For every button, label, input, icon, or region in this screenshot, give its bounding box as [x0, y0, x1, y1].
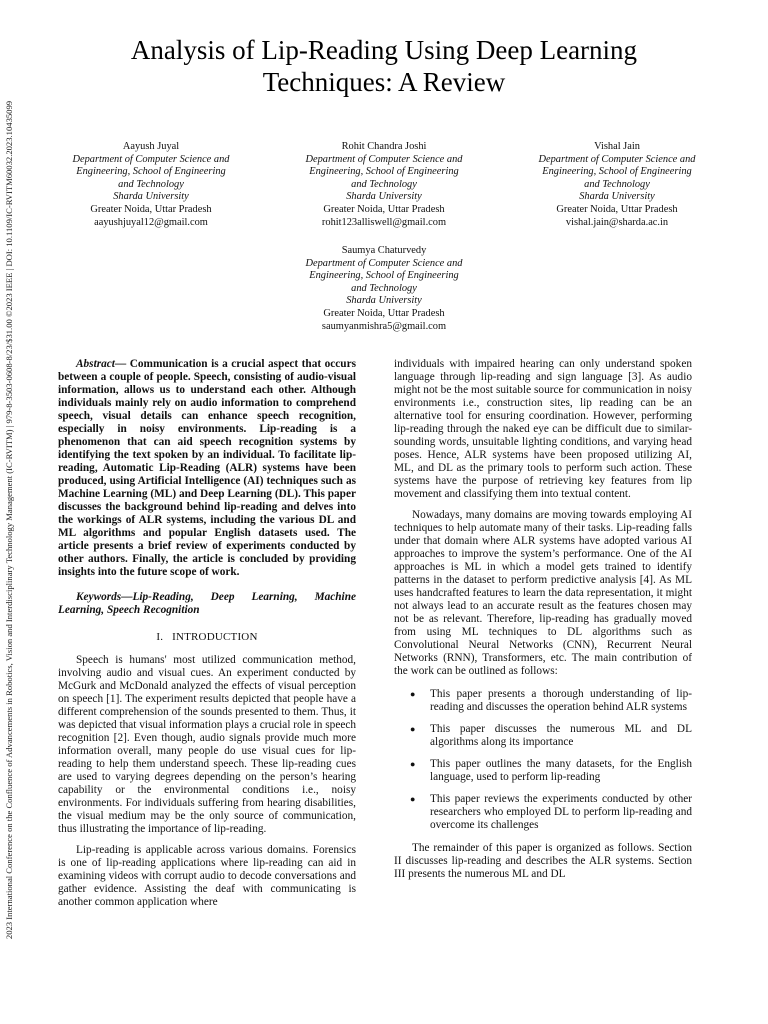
left-column	[58, 358, 356, 933]
author-department: and Technology	[351, 178, 417, 190]
list-item-text: This paper discusses the numerous ML and DL algorithms along its importance	[430, 723, 692, 748]
author-location: Greater Noida, Uttar Pradesh	[323, 307, 445, 319]
abstract-dash: —	[114, 358, 127, 370]
author-email: vishal.jain@sharda.ac.in	[565, 216, 669, 228]
author-department: Department of Computer Science and	[72, 153, 230, 165]
author-department: and Technology	[584, 178, 650, 190]
abstract	[58, 358, 356, 579]
bullet-icon: ●	[410, 724, 416, 734]
body-paragraph: individuals with impaired hearing can only understand spoken language through lip-reading and sign language [3]. As audio might not be the most suitable source for communication in noisy environments i.e., construction sites, lip reading can be an alternative tool for ensuring coordination. However, performing lip-reading through the naked eye can be difficult due to similar-sounding words, unsuitable lighting conditions, and varying head poses. Hence, ALR systems have been proposed utilizing AI, ML, and DL as the primary tools to perform such action. These systems have the purpose of retrieving key features from lip movement and classifying them into textual content.	[394, 358, 692, 500]
author-block	[279, 141, 489, 229]
author-block	[279, 245, 489, 333]
list-item-text: This paper reviews the experiments conducted by other researchers who employed DL to perform lip-reading and overcome its challenges	[430, 793, 692, 831]
author-department: Engineering, School of Engineering	[309, 270, 459, 282]
author-email: saumyanmishra5@gmail.com	[321, 320, 447, 332]
author-name: Vishal Jain	[594, 141, 640, 152]
author-university: Sharda University	[579, 191, 655, 203]
author-name: Saumya Chaturvedy	[341, 245, 427, 256]
author-university: Sharda University	[113, 191, 189, 203]
author-university: Sharda University	[346, 191, 422, 203]
author-department: Department of Computer Science and	[538, 153, 696, 165]
author-location: Greater Noida, Uttar Pradesh	[90, 203, 212, 215]
bullet-icon: ●	[410, 759, 416, 769]
list-item	[410, 688, 692, 714]
title-line-2: Techniques: A Review	[262, 67, 506, 97]
body-paragraph: Speech is humans' most utilized communication method, involving audio and visual cues. An experiment conducted by McGurk and McDonald analyzed the effects of visual perception on speech [1]. The experiment results depicted that people have a different comprehension of the sounds presented to them. Thus, it was depicted that visual information plays a crucial role in speech recognition [2]. Even though, audio signals provide much more information overall, many people do use visual cues for lip-reading to help them understand speech. These lip-reading cues are used to varying degrees depending on the person’s hearing capability or the environmental conditions i.e., noisy environments. For individuals suffering from hearing disabilities, the visual medium may be the only source of communication, thus illustrating the importance of lip-reading.	[58, 654, 356, 835]
body-paragraph: The remainder of this paper is organized as follows. Section II discusses lip-reading and describes the ALR systems. Section III presents the numerous ML and DL	[394, 842, 692, 880]
section-initial: I	[172, 631, 176, 643]
list-item-text: This paper outlines the many datasets, for the English language, used to perform lip-reading	[430, 758, 692, 783]
section-numeral: I.	[156, 631, 164, 643]
author-department: Department of Computer Science and	[305, 257, 463, 269]
author-block	[512, 141, 722, 229]
author-department: Engineering, School of Engineering	[76, 166, 226, 178]
author-name: Aayush Juyal	[122, 141, 180, 152]
section-heading-introduction	[58, 631, 356, 644]
author-location: Greater Noida, Uttar Pradesh	[323, 203, 445, 215]
section-title-rest: NTRODUCTION	[175, 631, 258, 643]
right-column	[394, 358, 692, 933]
author-location: Greater Noida, Uttar Pradesh	[556, 203, 678, 215]
publication-sidebar-note: 2023 International Conference on the Confluence of Advancements in Robotics, Vision and Interdisciplinary Technology Management (IC-RVITM) | 979-8-3503-0608-8/23/$31.00 ©2023 IEEE | DOI: 10.1109/IC-RVITM60032.2023.10435099	[4, 100, 14, 940]
abstract-text: Communication is a crucial aspect that occurs between a couple of people. Speech, consisting of audio-visual information, allows us to understand each other. Although individuals mainly rely on audio information to comprehend speech, visual details can enhance speech recognition, especially in noisy environments. Lip-reading is a phenomenon that can aid speech recognition systems by identifying the text spoken by an individual. To facilitate lip-reading, Automatic Lip-Reading (ALR) systems have been produced, using Artificial Intelligence (AI) techniques such as Machine Learning (ML) and Deep Learning (DL). This paper discusses the background behind lip-reading and delves into the workings of ALR systems, including the various DL and ML algorithms and popular English datasets used. The article presents a brief review of experiments conducted by other authors. Finally, the article is concluded by providing insights into the future scope of work.	[58, 358, 356, 578]
author-email: aayushjuyal12@gmail.com	[94, 216, 208, 228]
author-department: and Technology	[351, 282, 417, 294]
title-line-1: Analysis of Lip-Reading Using Deep Learning	[130, 35, 638, 65]
author-name: Rohit Chandra Joshi	[341, 141, 427, 152]
list-item	[410, 793, 692, 832]
list-item	[410, 723, 692, 749]
author-department: Engineering, School of Engineering	[309, 166, 459, 178]
author-department: and Technology	[118, 178, 184, 190]
body-paragraph: Lip-reading is applicable across various domains. Forensics is one of lip-reading applications where lip-reading can aid in examining videos with corrupt audio to decode conversations and gather evidence. Assisting the deaf with communicating is another common application where	[58, 844, 356, 908]
author-university: Sharda University	[346, 295, 422, 307]
paper-title	[40, 34, 728, 98]
author-block	[46, 141, 256, 229]
author-department: Department of Computer Science and	[305, 153, 463, 165]
contribution-list	[394, 688, 692, 832]
keywords: Keywords—Lip-Reading, Deep Learning, Machine Learning, Speech Recognition	[58, 591, 356, 616]
author-email: rohit123alliswell@gmail.com	[321, 216, 447, 228]
list-item-text: This paper presents a thorough understanding of lip-reading and discusses the operation behind ALR systems	[430, 688, 692, 713]
list-item	[410, 758, 692, 784]
body-paragraph: Nowadays, many domains are moving towards employing AI techniques to help automate many of their tasks. Lip-reading falls under that domain where ALR systems have adopted various AI approaches to improve the system’s performance. One of the AI approaches is ML in which a model gets trained to identify patterns in the dataset to perform predictive analysis [4]. As ML uses handcrafted features to learn the data representation, it might not always lead to an accurate result as the features chosen may not be as relevant. Therefore, lip-reading has gradually moved from using ML techniques to DL algorithms such as Convolutional Neural Networks (CNN), Recurrent Neural Networks (RNN), Transformers, etc. The main contribution of the work can be outlined as follows:	[394, 509, 692, 677]
author-department: Engineering, School of Engineering	[542, 166, 692, 178]
bullet-icon: ●	[410, 794, 416, 804]
abstract-label: Abstract	[76, 358, 115, 370]
bullet-icon: ●	[410, 689, 416, 699]
